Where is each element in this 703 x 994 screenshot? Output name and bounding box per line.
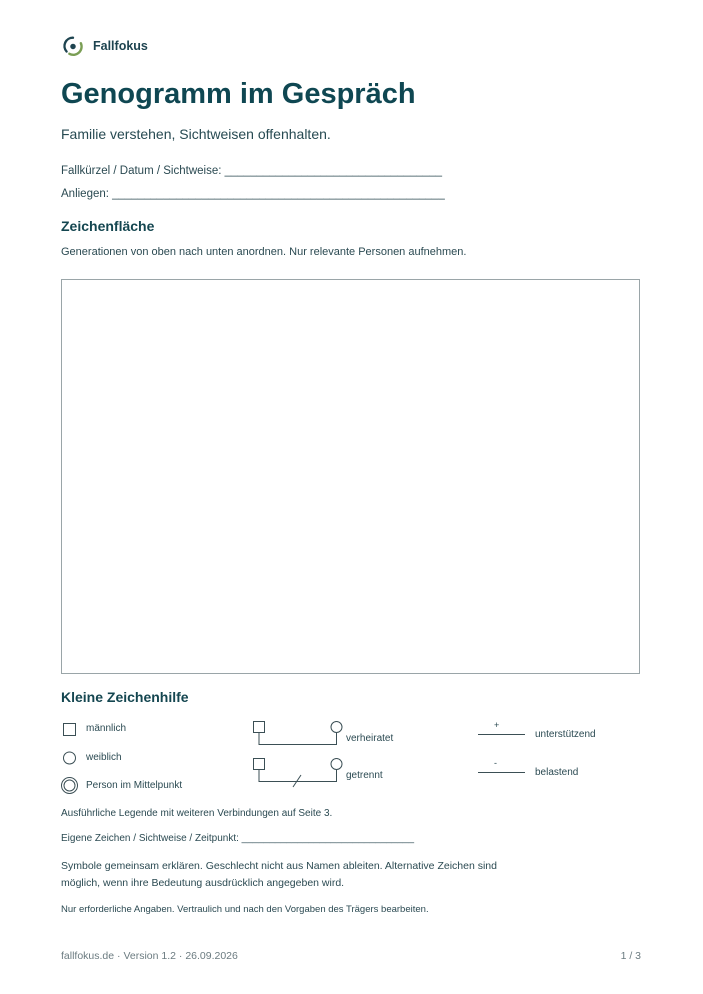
own-symbols-field[interactable]: Eigene Zeichen / Sichtweise / Zeitpunkt: _______________________________: [61, 833, 415, 844]
page-title: Genogramm im Gespräch: [61, 78, 416, 110]
privacy-note: Nur erforderliche Angaben. Vertraulich und nach den Vorgaben des Trägers bearbeiten.: [61, 904, 429, 915]
legend-heading: Kleine Zeichenhilfe: [61, 689, 189, 705]
page-number: 1 / 3: [620, 950, 641, 962]
drawing-heading: Zeichenfläche: [61, 218, 155, 234]
brand-name: Fallfokus: [93, 39, 148, 53]
legend-separated-label: getrennt: [346, 770, 383, 781]
drawing-hint: Generationen von oben nach unten anordnen. Nur relevante Personen aufnehmen.: [61, 246, 467, 258]
footer-info: fallfokus.de · Version 1.2 · 26.09.2026: [61, 950, 238, 962]
legend-female-label: weiblich: [86, 752, 122, 763]
married-connection-icon: [254, 722, 343, 745]
legend-burdening-label: belastend: [535, 767, 579, 778]
legend-supportive-label: unterstützend: [535, 729, 596, 740]
case-info-field[interactable]: Fallkürzel / Datum / Sichtweise: __________________________________: [61, 165, 443, 177]
focus-person-icon: [62, 778, 78, 794]
legend-focus-label: Person im Mittelpunkt: [86, 780, 183, 791]
legend-plus-sign: +: [494, 720, 500, 730]
male-square-icon: [64, 724, 76, 736]
page-subtitle: Familie verstehen, Sichtweisen offenhalten.: [61, 126, 331, 142]
separated-connection-icon: [254, 759, 343, 788]
explain-note: Symbole gemeinsam erklären. Geschlecht nicht aus Namen ableiten. Alternative Zeichen sind möglich, wenn ihre Bedeutung ausdrücklich angegeben wird.: [61, 860, 497, 889]
legend-minus-sign: -: [494, 758, 497, 768]
legend-more-note: Ausführliche Legende mit weiteren Verbindungen auf Seite 3.: [61, 808, 333, 819]
concern-field[interactable]: Anliegen: ____________________________________________________: [61, 188, 445, 200]
female-circle-icon: [64, 752, 76, 764]
legend-male-label: männlich: [86, 723, 127, 734]
legend-married-label: verheiratet: [346, 733, 394, 744]
